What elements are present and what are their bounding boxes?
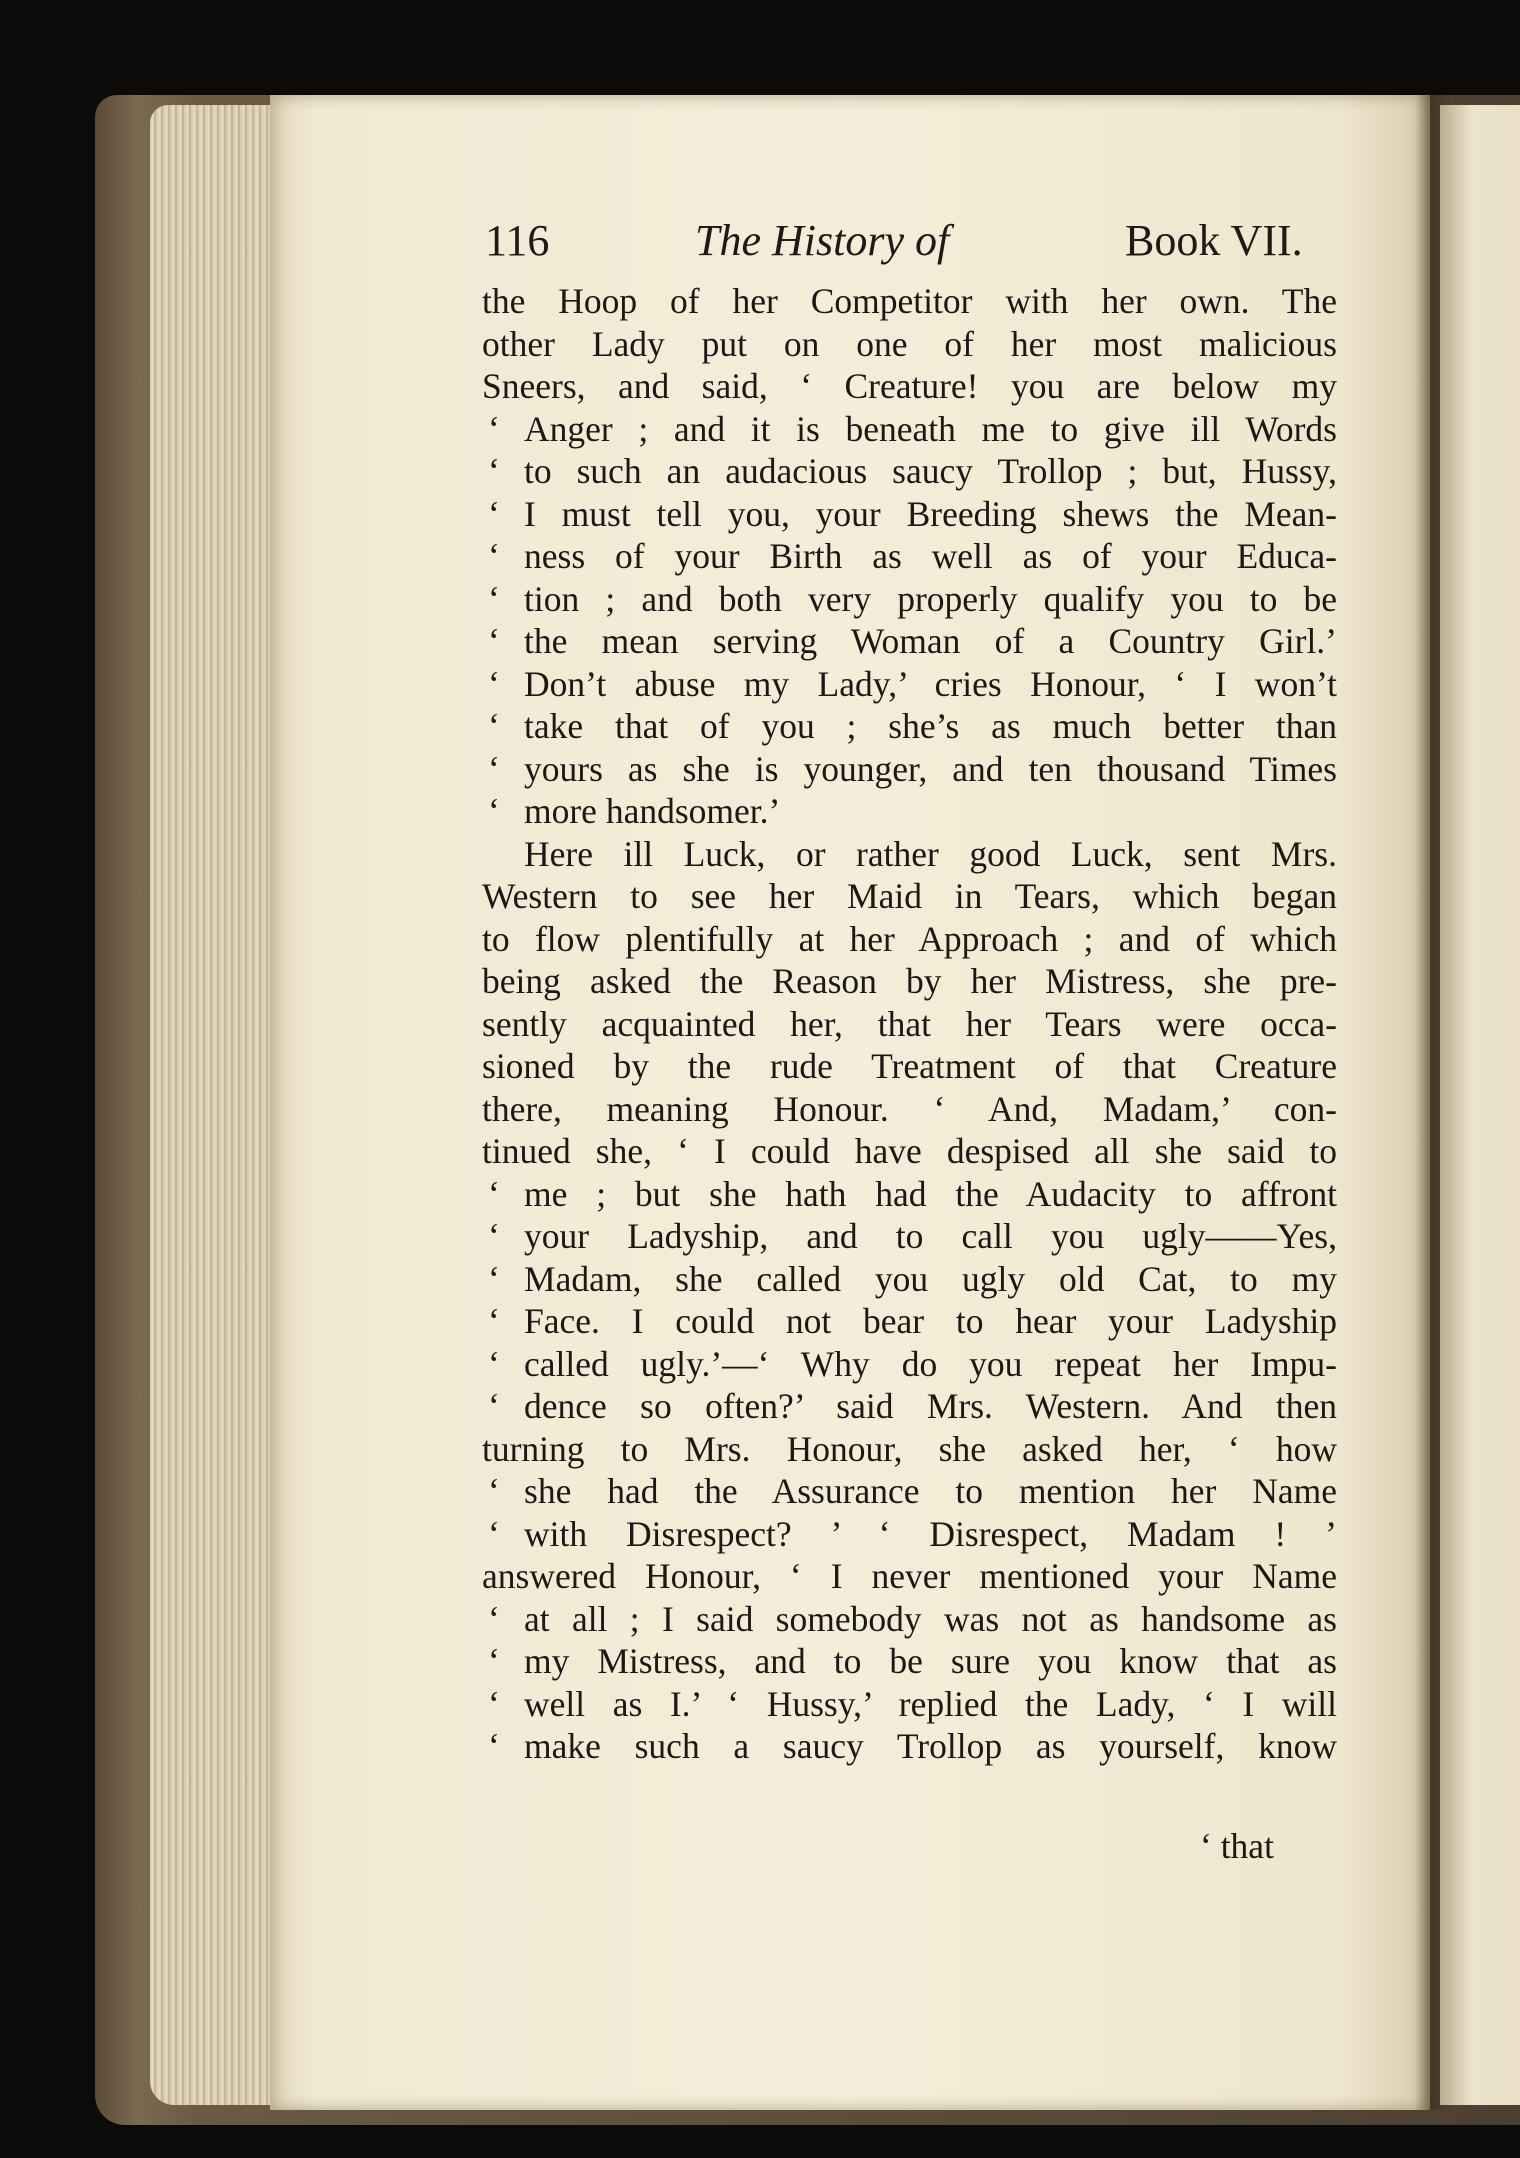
text-line: other Lady put on one of her most malicious xyxy=(482,323,1337,364)
page-number: 116 xyxy=(485,216,550,265)
text-line: turning to Mrs. Honour, she asked her, ‘ how xyxy=(482,1428,1337,1469)
text-line: ‘ at all ; I said somebody was not as handsome as xyxy=(482,1598,1337,1641)
text-line: to flow plentifully at her Approach ; and of which xyxy=(482,918,1337,959)
text-line: ‘ yours as she is younger, and ten thousand Times xyxy=(482,748,1337,791)
text-line: ‘ Don’t abuse my Lady,’ cries Honour, ‘ I won’t xyxy=(482,663,1337,706)
text-line: being asked the Reason by her Mistress, she pre- xyxy=(482,961,1337,1001)
text-line: ‘ make such a saucy Trollop as yourself, know xyxy=(482,1725,1337,1768)
text-line: sioned by the rude Treatment of that Creature xyxy=(482,1046,1337,1086)
text-line: ‘ more handsomer.’ xyxy=(482,790,1337,833)
text-line: ‘ the mean serving Woman of a Country Girl.’ xyxy=(482,620,1337,663)
text-line: ‘ Face. I could not bear to hear your Ladyship xyxy=(482,1300,1337,1343)
facing-page-edge xyxy=(1440,105,1520,2105)
text-line: sently acquainted her, that her Tears were occa- xyxy=(482,1003,1337,1044)
text-line: ‘ she had the Assurance to mention her Name xyxy=(482,1470,1337,1513)
text-line: ‘ Anger ; and it is beneath me to give ill Words xyxy=(482,408,1337,451)
text-line: ‘ tion ; and both very properly qualify you to be xyxy=(482,578,1337,621)
text-line: ‘ your Ladyship, and to call you ugly——Yes, xyxy=(482,1215,1337,1258)
text-line: Here ill Luck, or rather good Luck, sent Mrs. xyxy=(524,833,1337,874)
text-line: ‘ my Mistress, and to be sure you know that as xyxy=(482,1640,1337,1683)
text-line: tinued she, ‘ I could have despised all she said to xyxy=(482,1131,1337,1171)
text-line: answered Honour, ‘ I never mentioned your Name xyxy=(482,1556,1337,1596)
text-line: there, meaning Honour. ‘ And, Madam,’ con- xyxy=(482,1088,1337,1129)
text-line: the Hoop of her Competitor with her own. The xyxy=(482,281,1337,321)
text-line: ‘ Madam, she called you ugly old Cat, to my xyxy=(482,1258,1337,1301)
text-line: ‘ me ; but she hath had the Audacity to affront xyxy=(482,1173,1337,1216)
text-line: ‘ dence so often?’ said Mrs. Western. And then xyxy=(482,1385,1337,1428)
text-line: ‘ called ugly.’—‘ Why do you repeat her Impu- xyxy=(482,1343,1337,1386)
text-line: ‘ to such an audacious saucy Trollop ; but, Hussy, xyxy=(482,450,1337,493)
text-line: Western to see her Maid in Tears, which began xyxy=(482,876,1337,916)
running-head xyxy=(485,215,1335,275)
catchword: ‘ that xyxy=(1200,1826,1274,1866)
text-line: ‘ I must tell you, your Breeding shews the Mean- xyxy=(482,493,1337,536)
running-title: The History of xyxy=(695,216,950,265)
body-text xyxy=(482,280,1337,1768)
text-line: Sneers, and said, ‘ Creature! you are below my xyxy=(482,366,1337,406)
text-line: ‘ with Disrespect? ’ ‘ Disrespect, Madam ! ’ xyxy=(482,1513,1337,1556)
text-line: ‘ take that of you ; she’s as much better than xyxy=(482,705,1337,748)
text-line: ‘ ness of your Birth as well as of your Educa- xyxy=(482,535,1337,578)
text-line: ‘ well as I.’ ‘ Hussy,’ replied the Lady, ‘ I will xyxy=(482,1683,1337,1726)
book-section: Book VII. xyxy=(1125,216,1303,265)
